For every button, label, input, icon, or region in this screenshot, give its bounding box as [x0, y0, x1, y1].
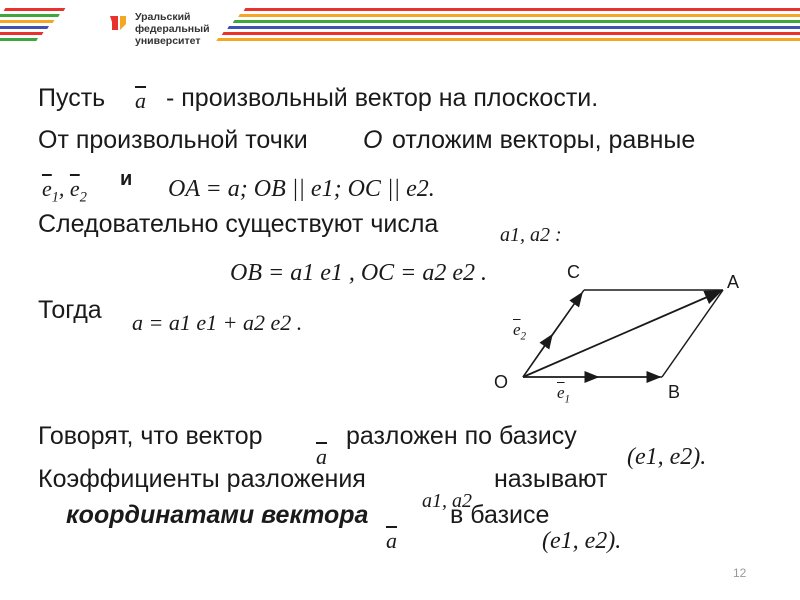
label-C: C: [567, 262, 580, 282]
line2-suffix: отложим векторы, равные: [392, 126, 696, 154]
line9-vector: $\overline{a}$: [386, 528, 397, 553]
label-e2: $\overline{e}_2$: [513, 320, 527, 343]
logo-mark-icon: [110, 16, 118, 30]
line9-text: в базисе: [450, 501, 550, 529]
line4-text: Следовательно существуют числа: [38, 210, 439, 238]
logo-line-2: федеральный: [135, 23, 210, 35]
line7-text2: разложен по базису: [346, 422, 577, 450]
line1-vector: $\overline{a}$: [135, 88, 146, 113]
line7-vector: $\overline{a}$: [316, 444, 327, 469]
line6-word: Тогда: [38, 296, 102, 324]
label-O: O: [494, 372, 509, 392]
line3-basis-vectors: $\overline{e}_1$, $\overline{e}_2$: [42, 176, 87, 206]
logo-line-1: Уральский: [135, 11, 191, 23]
line9-basis: (e1, e2).: [542, 528, 622, 554]
vector-OC-part: [552, 293, 582, 335]
label-B: B: [668, 382, 681, 402]
university-logo-text: [135, 11, 210, 47]
line6-equation: a = a1 e1 + a2 e2 .: [132, 310, 303, 335]
logo-line-3: университет: [135, 35, 201, 47]
line9-numbers: a1, a2: [422, 490, 472, 512]
line7-text1: Говорят, что вектор: [38, 422, 263, 450]
header-stripes: [0, 0, 800, 52]
line4-numbers: a1, a2 :: [500, 224, 562, 246]
line9-italic: координатами вектора: [66, 501, 369, 529]
line1-suffix: - произвольный вектор на плоскости.: [166, 84, 599, 112]
line2-point: O: [363, 126, 383, 154]
label-e1: $\overline{e}_1$: [557, 383, 571, 406]
line1-prefix: Пусть: [38, 84, 106, 112]
line2-text: От произвольной точки: [38, 126, 308, 154]
line3-equation: OA = a; OB || e1; OC || e2.: [168, 176, 435, 202]
line8-text1: Коэффициенты разложения: [38, 465, 366, 493]
label-A: A: [727, 272, 740, 292]
line5-equation: OB = a1 e1 , OC = a2 e2 .: [230, 260, 488, 286]
line3-and: и: [120, 168, 133, 190]
line8-text2: называют: [494, 465, 608, 493]
page-number: 12: [733, 566, 747, 580]
line7-basis: (e1, e2).: [627, 444, 707, 470]
